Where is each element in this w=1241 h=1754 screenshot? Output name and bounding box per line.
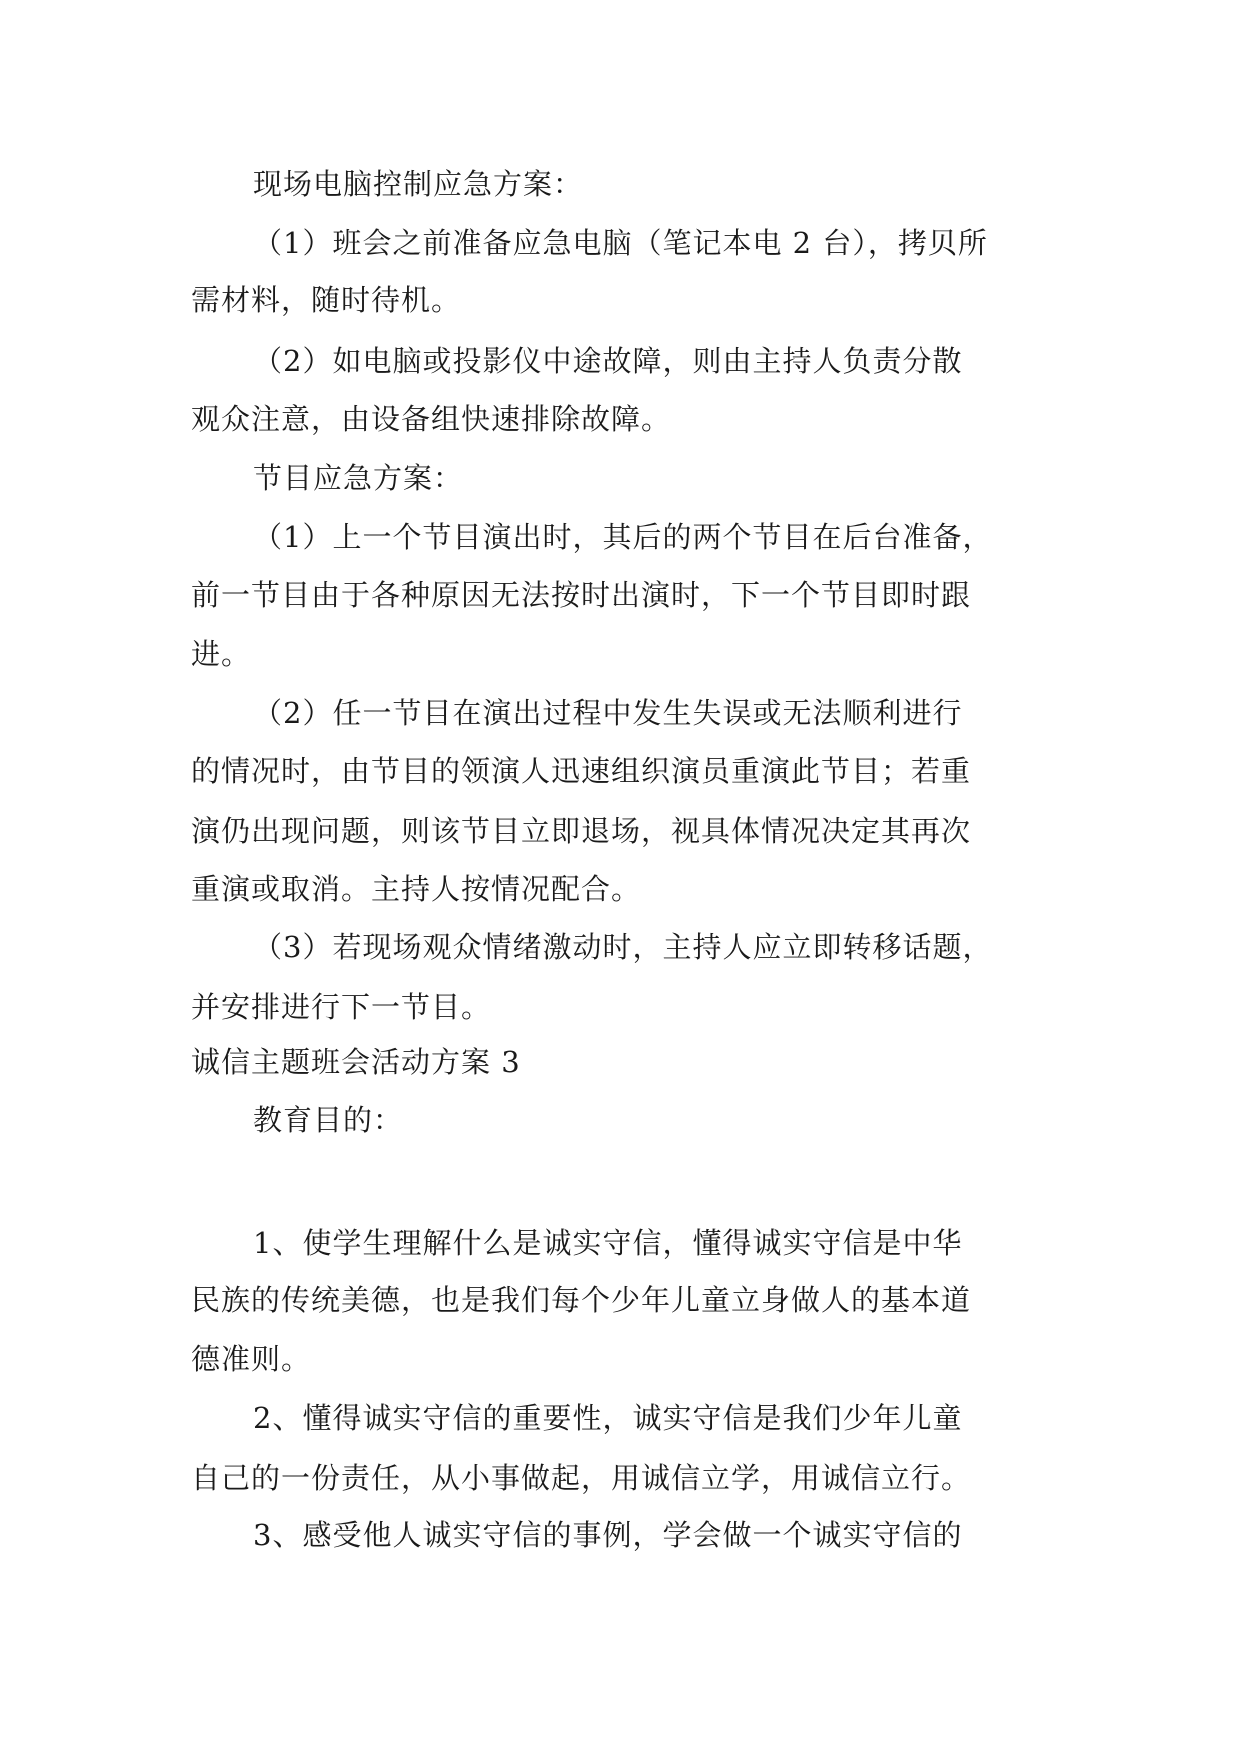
paragraph-line: （3）若现场观众情绪激动时，主持人应立即转移话题， xyxy=(253,930,993,964)
paragraph-line: 1、使学生理解什么是诚实守信，懂得诚实守信是中华 xyxy=(253,1226,963,1260)
paragraph-heading-education-goal: 教育目的： xyxy=(253,1103,404,1137)
paragraph-line: 观众注意，由设备组快速排除故障。 xyxy=(191,402,672,436)
paragraph-line: （1）上一个节目演出时，其后的两个节目在后台准备， xyxy=(253,520,993,554)
paragraph-line: 重演或取消。主持人按情况配合。 xyxy=(191,872,642,906)
paragraph-line: 民族的传统美德，也是我们每个少年儿童立身做人的基本道 xyxy=(191,1283,972,1317)
paragraph-line: 德准则。 xyxy=(191,1342,312,1376)
paragraph-line: 进。 xyxy=(191,637,252,671)
paragraph-line: （2）如电脑或投影仪中途故障，则由主持人负责分散 xyxy=(253,344,963,378)
paragraph-line: 并安排进行下一节目。 xyxy=(191,990,492,1024)
paragraph-line: 自己的一份责任，从小事做起，用诚信立学，用诚信立行。 xyxy=(191,1461,972,1495)
paragraph-heading-program-emergency: 节目应急方案： xyxy=(253,461,464,495)
section-title: 诚信主题班会活动方案 3 xyxy=(191,1045,521,1079)
paragraph-line: 前一节目由于各种原因无法按时出演时，下一个节目即时跟 xyxy=(191,578,972,612)
paragraph-line: （1）班会之前准备应急电脑（笔记本电 2 台），拷贝所 xyxy=(253,226,988,260)
paragraph-line: 2、懂得诚实守信的重要性，诚实守信是我们少年儿童 xyxy=(253,1401,963,1435)
paragraph-line: （2）任一节目在演出过程中发生失误或无法顺利进行 xyxy=(253,696,963,730)
paragraph-line: 演仍出现问题，则该节目立即退场，视具体情况决定其再次 xyxy=(191,814,972,848)
paragraph-line: 3、感受他人诚实守信的事例，学会做一个诚实守信的 xyxy=(253,1518,963,1552)
paragraph-line: 的情况时，由节目的领演人迅速组织演员重演此节目；若重 xyxy=(191,754,972,788)
paragraph-heading-computer-emergency: 现场电脑控制应急方案： xyxy=(253,167,584,201)
paragraph-line: 需材料，随时待机。 xyxy=(191,283,462,317)
